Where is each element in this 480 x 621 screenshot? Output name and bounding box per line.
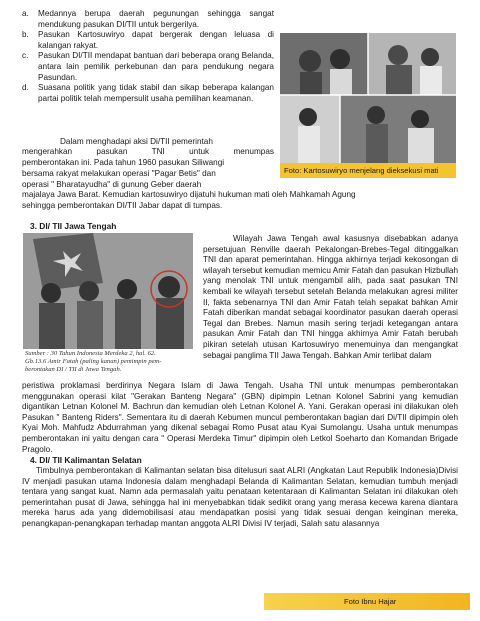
photo-collage-image bbox=[280, 33, 456, 163]
para1-line: pemberontakan ini. Pada tahun 1960 pasukan Siliwangi bbox=[22, 158, 225, 167]
photo2-caption bbox=[25, 350, 195, 374]
section4-heading: 4. DI/ TII Kalimantan Selatan bbox=[30, 455, 142, 465]
para1-line: operasi " Bharatayudha" di gunung Geber daerah bbox=[22, 180, 202, 189]
list-text: Pasukan Kartosuwiryo dapat bergerak dengan leluasa di kalangan rakyat. bbox=[38, 30, 274, 50]
list-item bbox=[22, 30, 274, 51]
list-text: Pasukan DI/TII mendapat bantuan dari beberapa orang Belanda, antara lain pemilik perkebunan dan para pendukung negara Pasundan. bbox=[38, 51, 274, 82]
photo3-caption: Foto Ibnu Hajar bbox=[344, 597, 397, 606]
photo2-caption-source: Sumber : 30 Tahun Indonesia Merdeka 2, hal. 62. bbox=[25, 350, 156, 357]
para1-line: Dalam menghadapi aksi Di/TII pemerintah bbox=[60, 137, 213, 146]
para1-line: mengerahkan pasukan TNI untuk menumpas bbox=[22, 147, 274, 156]
list-item bbox=[22, 83, 274, 104]
list-item bbox=[22, 51, 274, 83]
photo2-caption-line: Gb.13.6 Amir Fatah (paling kanan) pemimpin pem- bbox=[25, 358, 162, 365]
photo1-caption: Foto: Kartosuwiryo menjelang dieksekusi mati bbox=[280, 163, 456, 178]
section3-paragraph: Wilayah Jawa Tengah awal kasusnya disebabkan adanya persetujuan Renville daerah Pekalongan-Brebes-Tegal ditinggalkan TNI dan aparat pemerintahan. Hingga akhirnya terjadi kekosongan di wilayah tersebut kemudian memicu Amir Fatah dan pasukan Hizbullah yang menolak TNI untuk mengambil alih, pada saat pasukan TNI kembali ke wilayah tersebut setelah Belanda melakukan agresi militer II, fakta sebenarnya TNI dan Amir Fatah telah sepakat bahkan Amir Fatah diberikan mandat sebagai koordinator pasukan daerah operasi Tegal dan Brebes. Namun masih sering terjadi ketegangan antara pasukan Amir Fatah dan TNI hingga akhirnya Amir Fatah berubah pikiran setelah utusan Kartosuwiryo menemuinya dan mengangkat sebagai panglima TII Jawa Tengah. Bahkan Amir terlibat dalam bbox=[203, 234, 458, 360]
list-text: Suasana politik yang tidak stabil dan sikap beberapa kalangan partai politik telah mempersulit usaha pemilihan keamanan. bbox=[38, 83, 274, 103]
list-text: Medannya berupa daerah pegunungan sehingga sangat mendukung pasukan DI/TII untuk bergerilya. bbox=[38, 9, 274, 29]
para1-line: bersama rakyat melakukan operasi "Pagar Betis" dan bbox=[22, 169, 216, 178]
list-letter: d. bbox=[22, 83, 29, 93]
list-item bbox=[22, 9, 274, 30]
group-photo-image bbox=[23, 233, 193, 349]
photo2-caption-line: berontakan DI / TII di Jawa Tengah. bbox=[25, 366, 122, 373]
amir-fatah-photo bbox=[23, 233, 193, 349]
factor-list bbox=[22, 9, 274, 104]
section3-paragraph-continued: peristiwa proklamasi berdirinya Negara Islam di Jawa Tengah. Usaha TNI untuk menumpas pemberontakan menggunakan operasi kilat "Gerakan Banteng Negara" (GBN) dipimpin Letnan Kolonel Sabrini yang kemudian digantikan Letnan Kolonel M. Bachrun dan kemudian oleh Letnan Kolonel A. Yani. Gerakan operasi ini dilakukan oleh Pasukan " Banteng Riders". Sementara itu di daerah Kebumen muncul pemberontakan bagian dari Di/TII dipimpin oleh Kyai Moh. Mahfudz Abdurrahman yang dikenal sebagai Romo Pusat atau Kyai Sumolangu. Usaha untuk menumpas pemberontakan ini yaitu dengan cara " Operasi Merdeka Timur" dipimpin oleh Letkol Soeharto dan Komandan Brigade Pragolo. bbox=[22, 381, 458, 454]
list-letter: a. bbox=[22, 9, 29, 18]
list-letter: b. bbox=[22, 30, 29, 40]
para1-line: majalaya Jawa Barat. Kemudian kartosuwiryo dijatuhi hukuman mati oleh Mahkamah Agung bbox=[22, 190, 356, 199]
photo3-caption-bar bbox=[264, 593, 470, 610]
section3-heading: 3. DI/ TII Jawa Tengah bbox=[30, 221, 117, 231]
para1-line: sehingga pemberontakan DI/TII Jabar dapat di tumpas. bbox=[22, 201, 223, 210]
section4-paragraph: Timbulnya pemberontakan di Kalimantan selatan bisa ditelusuri saat ALRI (Angkatan Laut Republik Indonesia)Divisi IV menjadi pasukan utama Indonesia dalam menghadapi Belanda di Kalimantan Selatan, kemudian tumbuh menjadi tentara yang sangat kuat. Namn ada permasalah yaitu penataan ketentaraan di Kalimantan Selatan ini dilakukan oleh pemerintahan pusat di Jawa, sehingga hal ini menyebabkan tidak sedikit orang yang merasa kecewa karena diantara mereka harus ada yang didemobilisasi atau mendapatkan posisi yang tidak sesuai dengan keinginan mereka, penangkapan-penangkapan terhadap mantan anggota ALRI Divisi IV terjadi, Salah satu alasannya bbox=[22, 466, 458, 528]
list-letter: c. bbox=[22, 51, 29, 61]
kartosuwiryo-photo bbox=[280, 33, 456, 163]
